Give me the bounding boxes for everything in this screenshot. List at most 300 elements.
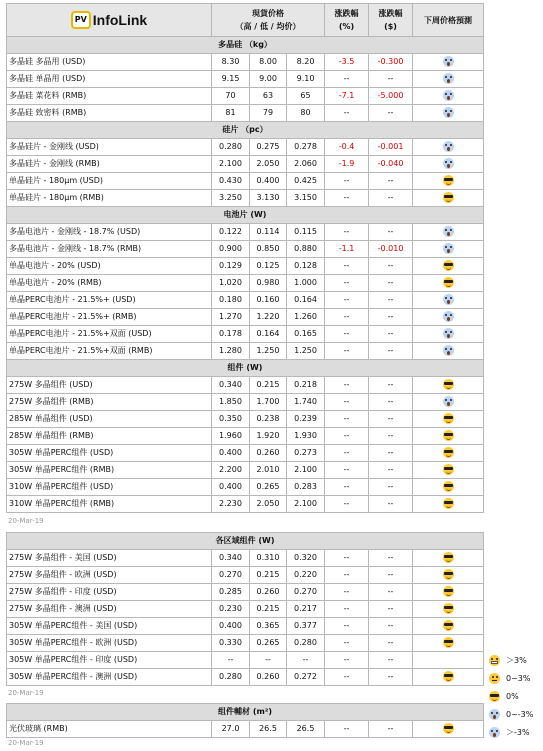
price-low: 0.114: [250, 224, 287, 241]
price-low: 79: [250, 105, 287, 122]
forecast-cell: [413, 550, 484, 567]
legend-label: 0~-3%: [506, 709, 534, 719]
price-low: 0.260: [250, 669, 287, 686]
price-high: 0.400: [212, 479, 250, 496]
product-name: 多晶硅 单晶用 (USD): [7, 71, 212, 88]
cool-face-icon: [443, 192, 454, 203]
cool-face-icon: [443, 175, 454, 186]
date-stamp: 20-Mar-19: [8, 689, 44, 697]
table-row: [7, 292, 484, 309]
change-pct: --: [325, 377, 369, 394]
cool-face-icon: [443, 379, 454, 390]
price-high: 2.100: [212, 156, 250, 173]
product-name: 305W 单晶PERC组件 - 印度 (USD): [7, 652, 212, 669]
change-pct: --: [325, 652, 369, 669]
product-name: 285W 单晶组件 (RMB): [7, 428, 212, 445]
change-usd: -5.000: [369, 88, 413, 105]
change-usd-line2: ($): [384, 22, 397, 31]
table-row: [7, 258, 484, 275]
price-avg: 1.000: [287, 275, 325, 292]
table-row: [7, 445, 484, 462]
change-usd: --: [369, 258, 413, 275]
price-avg: 0.377: [287, 618, 325, 635]
price-table: [6, 3, 484, 513]
price-low: 0.980: [250, 275, 287, 292]
price-avg: 0.273: [287, 445, 325, 462]
change-usd: --: [369, 618, 413, 635]
forecast-cell: [413, 173, 484, 190]
section-header: [7, 207, 484, 224]
change-pct: --: [325, 669, 369, 686]
forecast-cell: [413, 721, 484, 738]
price-avg: 1.740: [287, 394, 325, 411]
forecast-cell: [413, 54, 484, 71]
table-row: [7, 669, 484, 686]
product-name: 275W 多晶组件 - 印度 (USD): [7, 584, 212, 601]
price-avg: 1.930: [287, 428, 325, 445]
scream-face-icon: [443, 226, 454, 237]
change-usd: --: [369, 105, 413, 122]
change-pct: --: [325, 445, 369, 462]
product-name: 单晶PERC电池片 - 21.5%+双面 (RMB): [7, 343, 212, 360]
cool-face-icon: [443, 498, 454, 509]
price-high: 0.129: [212, 258, 250, 275]
change-usd: --: [369, 377, 413, 394]
price-high: 27.0: [212, 721, 250, 738]
section-header: [7, 360, 484, 377]
change-pct: --: [325, 635, 369, 652]
price-low: 0.265: [250, 479, 287, 496]
price-low: 1.700: [250, 394, 287, 411]
table-row: [7, 567, 484, 584]
change-pct: --: [325, 343, 369, 360]
change-pct: -3.5: [325, 54, 369, 71]
product-name: 275W 多晶组件 (RMB): [7, 394, 212, 411]
price-avg: 65: [287, 88, 325, 105]
price-high: 70: [212, 88, 250, 105]
change-pct: --: [325, 71, 369, 88]
infolink-logo: [7, 4, 211, 36]
legend-label: 0~3%: [506, 673, 531, 683]
price-high: 0.178: [212, 326, 250, 343]
price-avg: 0.128: [287, 258, 325, 275]
price-low: 0.215: [250, 567, 287, 584]
product-name: 310W 单晶PERC组件 (RMB): [7, 496, 212, 513]
table-row: [7, 550, 484, 567]
change-pct: --: [325, 550, 369, 567]
forecast-cell: [413, 479, 484, 496]
price-avg: 0.280: [287, 635, 325, 652]
price-high: 2.230: [212, 496, 250, 513]
forecast-cell: [413, 258, 484, 275]
table-header: [7, 4, 484, 37]
change-usd: --: [369, 292, 413, 309]
product-name: 305W 单晶PERC组件 - 欧洲 (USD): [7, 635, 212, 652]
product-name: 275W 多晶组件 (USD): [7, 377, 212, 394]
change-usd: --: [369, 343, 413, 360]
price-avg: 1.250: [287, 343, 325, 360]
price-high: 0.340: [212, 550, 250, 567]
table-row: [7, 105, 484, 122]
scream-face-icon: [489, 727, 500, 738]
change-usd: --: [369, 567, 413, 584]
price-low: 0.275: [250, 139, 287, 156]
price-high: 0.122: [212, 224, 250, 241]
change-pct: --: [325, 190, 369, 207]
date-stamp: 20-Mar-19: [8, 517, 44, 525]
scream-face-icon: [443, 328, 454, 339]
product-name: 305W 单晶PERC组件 (USD): [7, 445, 212, 462]
change-usd-line1: 涨跌幅: [378, 9, 403, 18]
price-avg: 0.217: [287, 601, 325, 618]
change-pct: -1.9: [325, 156, 369, 173]
price-low: 0.215: [250, 601, 287, 618]
forecast-cell: [413, 462, 484, 479]
logo-text: InfoLink: [92, 11, 148, 28]
price-high: 1.850: [212, 394, 250, 411]
change-pct: -1.1: [325, 241, 369, 258]
forecast-cell: [413, 496, 484, 513]
logo-cell: [7, 4, 212, 37]
product-name: 275W 多晶组件 - 美国 (USD): [7, 550, 212, 567]
price-high: 0.340: [212, 377, 250, 394]
price-high: 0.400: [212, 618, 250, 635]
price-avg: 0.220: [287, 567, 325, 584]
change-pct: --: [325, 258, 369, 275]
section-title: 多晶硅 （kg）: [7, 37, 484, 54]
price-avg: 0.270: [287, 584, 325, 601]
regional-table: [6, 532, 484, 686]
table-row: [7, 635, 484, 652]
table-row: [7, 462, 484, 479]
change-usd: --: [369, 635, 413, 652]
price-low: 0.260: [250, 445, 287, 462]
price-avg: 80: [287, 105, 325, 122]
forecast-cell: [413, 635, 484, 652]
price-high: 1.270: [212, 309, 250, 326]
price-low: 0.164: [250, 326, 287, 343]
scream-face-icon: [443, 158, 454, 169]
table-row: [7, 88, 484, 105]
forecast-cell: [413, 139, 484, 156]
cool-face-icon: [443, 260, 454, 271]
change-usd: --: [369, 584, 413, 601]
price-low: 0.238: [250, 411, 287, 428]
change-usd: --: [369, 445, 413, 462]
forecast-cell: [413, 275, 484, 292]
price-avg: 2.060: [287, 156, 325, 173]
change-usd: --: [369, 721, 413, 738]
change-usd: -0.300: [369, 54, 413, 71]
product-name: 多晶硅片 - 金刚线 (RMB): [7, 156, 212, 173]
forecast-cell: [413, 618, 484, 635]
section-header: [7, 37, 484, 54]
price-low: 63: [250, 88, 287, 105]
cool-face-icon: [443, 413, 454, 424]
change-pct-line1: 涨跌幅: [334, 9, 359, 18]
price-low: 2.050: [250, 496, 287, 513]
product-name: 单晶硅片 - 180μm (USD): [7, 173, 212, 190]
price-high: 81: [212, 105, 250, 122]
change-usd: --: [369, 601, 413, 618]
materials-table: [6, 703, 484, 738]
change-usd: --: [369, 669, 413, 686]
price-high: 9.15: [212, 71, 250, 88]
change-usd: --: [369, 326, 413, 343]
price-high: 0.430: [212, 173, 250, 190]
section-header: [7, 704, 484, 721]
price-low: 26.5: [250, 721, 287, 738]
price-high: 0.285: [212, 584, 250, 601]
forecast-cell: [413, 343, 484, 360]
cool-face-icon: [443, 569, 454, 580]
price-high: 0.900: [212, 241, 250, 258]
forecast-cell: [413, 669, 484, 686]
change-pct-line2: (%): [338, 22, 355, 31]
price-high: 0.280: [212, 669, 250, 686]
product-name: 多晶硅片 - 金刚线 (USD): [7, 139, 212, 156]
legend-label: ＞-3%: [506, 727, 530, 737]
table-row: [7, 241, 484, 258]
change-usd: -0.001: [369, 139, 413, 156]
change-usd: --: [369, 428, 413, 445]
product-name: 多晶硅 致密料 (RMB): [7, 105, 212, 122]
price-high: 0.180: [212, 292, 250, 309]
price-low: 2.050: [250, 156, 287, 173]
change-usd: -0.040: [369, 156, 413, 173]
product-name: 多晶硅 菜花料 (RMB): [7, 88, 212, 105]
price-avg: 0.272: [287, 669, 325, 686]
change-pct: --: [325, 567, 369, 584]
section-header: [7, 533, 484, 550]
change-pct: --: [325, 326, 369, 343]
grimace-face-icon: [489, 655, 500, 666]
change-usd: --: [369, 224, 413, 241]
change-usd: --: [369, 652, 413, 669]
change-pct: --: [325, 618, 369, 635]
table-row: [7, 173, 484, 190]
scream-face-icon: [443, 345, 454, 356]
price-low: 0.850: [250, 241, 287, 258]
change-usd: --: [369, 550, 413, 567]
cool-face-icon: [443, 430, 454, 441]
table-row: [7, 54, 484, 71]
price-low: 3.130: [250, 190, 287, 207]
forecast-cell: [413, 445, 484, 462]
cool-face-icon: [443, 603, 454, 614]
section-title: 组件輔材 (m²): [7, 704, 484, 721]
scream-face-icon: [443, 243, 454, 254]
price-low: 9.00: [250, 71, 287, 88]
product-name: 多晶电池片 - 金刚线 - 18.7% (USD): [7, 224, 212, 241]
legend-label: ＞3%: [506, 655, 527, 665]
forecast-cell: [413, 411, 484, 428]
price-high: 3.250: [212, 190, 250, 207]
change-pct: --: [325, 411, 369, 428]
product-name: 多晶硅 多晶用 (USD): [7, 54, 212, 71]
table-row: [7, 652, 484, 669]
table-row: [7, 721, 484, 738]
scream-face-icon: [443, 107, 454, 118]
table-row: [7, 156, 484, 173]
cool-face-icon: [443, 723, 454, 734]
price-high: 0.330: [212, 635, 250, 652]
price-high: 1.020: [212, 275, 250, 292]
table-row: [7, 71, 484, 88]
price-avg: 2.100: [287, 496, 325, 513]
forecast-cell: [413, 309, 484, 326]
price-avg: 0.425: [287, 173, 325, 190]
price-avg: 0.239: [287, 411, 325, 428]
product-name: 305W 单晶PERC组件 (RMB): [7, 462, 212, 479]
forecast-cell: [413, 71, 484, 88]
price-low: 8.00: [250, 54, 287, 71]
change-usd: -0.010: [369, 241, 413, 258]
cool-face-icon: [443, 464, 454, 475]
price-low: 1.920: [250, 428, 287, 445]
table-row: [7, 309, 484, 326]
change-pct: --: [325, 394, 369, 411]
legend-item: [489, 669, 543, 687]
forecast-cell: [413, 326, 484, 343]
table-row: [7, 139, 484, 156]
price-high: 0.230: [212, 601, 250, 618]
product-name: 305W 单晶PERC组件 - 澳洲 (USD): [7, 669, 212, 686]
change-usd: --: [369, 275, 413, 292]
table-row: [7, 601, 484, 618]
change-pct: --: [325, 721, 369, 738]
forecast-cell: [413, 567, 484, 584]
table-row: [7, 190, 484, 207]
change-pct: --: [325, 275, 369, 292]
cool-face-icon: [489, 691, 500, 702]
cool-face-icon: [443, 552, 454, 563]
spot-price-line2: （高 / 低 / 均价）: [235, 22, 301, 31]
spot-price-header: [212, 4, 325, 37]
change-usd: --: [369, 496, 413, 513]
table-row: [7, 275, 484, 292]
cool-face-icon: [443, 620, 454, 631]
change-usd: --: [369, 462, 413, 479]
price-high: --: [212, 652, 250, 669]
forecast-cell: [413, 601, 484, 618]
table-row: [7, 394, 484, 411]
product-name: 光伏玻璃 (RMB): [7, 721, 212, 738]
product-name: 285W 单晶组件 (USD): [7, 411, 212, 428]
change-pct-header: [325, 4, 369, 37]
product-name: 单晶硅片 - 180μm (RMB): [7, 190, 212, 207]
product-name: 275W 多晶组件 - 欧洲 (USD): [7, 567, 212, 584]
change-usd-header: [369, 4, 413, 37]
change-pct: --: [325, 224, 369, 241]
section-title: 电池片 (W): [7, 207, 484, 224]
scream-face-icon: [443, 141, 454, 152]
forecast-cell: [413, 394, 484, 411]
price-low: --: [250, 652, 287, 669]
price-avg: 0.115: [287, 224, 325, 241]
price-avg: 0.283: [287, 479, 325, 496]
price-avg: 0.880: [287, 241, 325, 258]
price-high: 1.960: [212, 428, 250, 445]
change-usd: --: [369, 190, 413, 207]
forecast-cell: [413, 652, 484, 669]
forecast-cell: [413, 105, 484, 122]
price-low: 0.400: [250, 173, 287, 190]
scream-face-icon: [443, 90, 454, 101]
legend-item: [489, 687, 543, 705]
price-high: 1.280: [212, 343, 250, 360]
change-pct: -7.1: [325, 88, 369, 105]
price-low: 2.010: [250, 462, 287, 479]
forecast-cell: [413, 190, 484, 207]
price-avg: 0.164: [287, 292, 325, 309]
change-pct: -0.4: [325, 139, 369, 156]
change-pct: --: [325, 173, 369, 190]
price-low: 0.265: [250, 635, 287, 652]
product-name: 单晶电池片 - 20% (RMB): [7, 275, 212, 292]
forecast-cell: [413, 584, 484, 601]
product-name: 310W 单晶PERC组件 (USD): [7, 479, 212, 496]
change-pct: --: [325, 479, 369, 496]
forecast-header: 下周价格預測: [413, 4, 484, 37]
table-row: [7, 326, 484, 343]
change-usd: --: [369, 173, 413, 190]
scream-face-icon: [443, 396, 454, 407]
section-title: 硅片 （pc）: [7, 122, 484, 139]
section-title: 各区域组件 (W): [7, 533, 484, 550]
table-row: [7, 479, 484, 496]
price-high: 8.30: [212, 54, 250, 71]
table-row: [7, 584, 484, 601]
change-pct: --: [325, 428, 369, 445]
price-low: 0.260: [250, 584, 287, 601]
table-row: [7, 428, 484, 445]
cool-face-icon: [443, 481, 454, 492]
cool-face-icon: [443, 447, 454, 458]
scream-face-icon: [443, 73, 454, 84]
cool-face-icon: [443, 277, 454, 288]
price-low: 0.160: [250, 292, 287, 309]
change-pct: --: [325, 462, 369, 479]
product-name: 305W 单晶PERC组件 - 美国 (USD): [7, 618, 212, 635]
forecast-cell: [413, 224, 484, 241]
change-pct: --: [325, 496, 369, 513]
forecast-cell: [413, 156, 484, 173]
legend-item: [489, 723, 543, 741]
price-avg: 26.5: [287, 721, 325, 738]
forecast-cell: [413, 88, 484, 105]
price-high: 0.400: [212, 445, 250, 462]
forecast-legend: [489, 651, 543, 741]
change-pct: --: [325, 292, 369, 309]
change-usd: --: [369, 71, 413, 88]
change-pct: --: [325, 601, 369, 618]
price-avg: 8.20: [287, 54, 325, 71]
table-row: [7, 377, 484, 394]
change-usd: --: [369, 309, 413, 326]
legend-item: [489, 705, 543, 723]
table-row: [7, 496, 484, 513]
date-stamp: 20-Mar-19: [8, 739, 44, 747]
forecast-cell: [413, 292, 484, 309]
scream-face-icon: [443, 56, 454, 67]
price-high: 0.350: [212, 411, 250, 428]
product-name: 单晶PERC电池片 - 21.5%+双面 (USD): [7, 326, 212, 343]
neutral-face-icon: [489, 673, 500, 684]
spot-price-line1: 現貨价格: [252, 9, 285, 18]
price-avg: 3.150: [287, 190, 325, 207]
section-header: [7, 122, 484, 139]
